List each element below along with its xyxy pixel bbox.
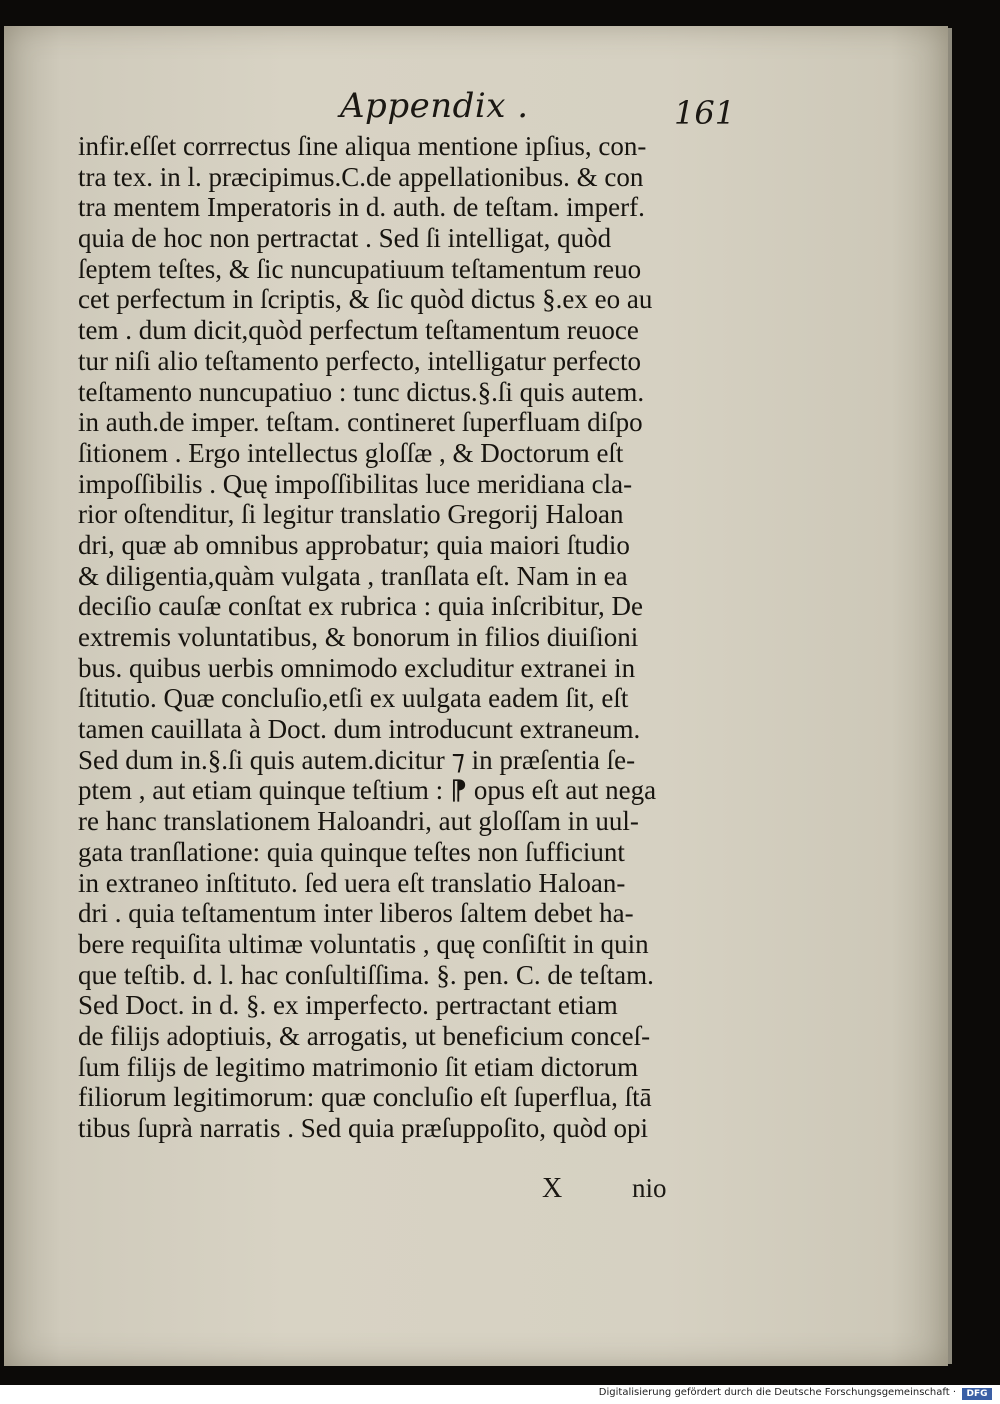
text-line: Sed Doct. in d. §. ex imperfecto. pertractant etiam <box>78 990 618 1021</box>
text-line: gata tranſlatione: quia quinque teſtes non ſufficiunt <box>78 836 625 867</box>
text-line: tra tex. in l. præcipimus.C.de appellationibus. & con <box>78 161 644 192</box>
text-line: teſtamento nuncupatiuo : tunc dictus.§.ſi quis autem. <box>78 376 645 407</box>
text-line: impoſſibilis . Quę impoſſibilitas luce meridiana cla- <box>78 468 633 499</box>
footer-bar <box>0 1385 1000 1404</box>
text-line: rior oſtenditur, ſi legitur translatio Gregorij Haloan <box>78 499 624 530</box>
text-line: filiorum legitimorum: quæ concluſio eſt ſuperflua, ſtā <box>78 1082 652 1113</box>
text-line: extremis voluntatibus, & bonorum in filios diuiſioni <box>78 622 639 652</box>
text-line: dri, quæ ab omnibus approbatur; quia maiori ſtudio <box>78 529 630 560</box>
text-line: in auth.de imper. teſtam. contineret ſuperfluam diſpo <box>78 407 643 438</box>
text-line: Sed dum in.§.ſi quis autem.dicitur ⁊ in præſentia ſe- <box>78 744 636 775</box>
text-line: ſitionem . Ergo intellectus gloſſæ , & Doctorum eſt <box>78 437 624 468</box>
text-line: quia de hoc non pertractat . Sed ſi intelligat, quòd <box>78 223 612 254</box>
text-line: que teſtib. d. l. hac conſultiſſima. §. pen. C. de teſtam. <box>78 959 654 990</box>
page-number: 161 <box>674 94 736 132</box>
text-line: tibus ſuprà narratis . Sed quia præſuppoſito, quòd opi <box>78 1113 648 1143</box>
text-line: re hanc translationem Haloandri, aut gloſſam in uul- <box>78 806 639 837</box>
text-line: bus. quibus uerbis omnimodo excluditur extranei in <box>78 652 636 683</box>
text-line: infir.eſſet corrrectus ſine aliqua mentione ipſius, con- <box>78 131 647 161</box>
text-line: tamen cauillata à Doct. dum introducunt extraneum. <box>78 714 641 745</box>
text-line: & diligentia,quàm vulgata , tranſlata eſt. Nam in ea <box>78 560 628 591</box>
text-line: tra mentem Imperatoris in d. auth. de teſtam. imperf. <box>78 192 645 223</box>
text-line: ſum filijs de legitimo matrimonio ſit etiam dictorum <box>78 1051 639 1082</box>
text-line: in extraneo inſtituto. ſed uera eſt translatio Haloan- <box>78 867 626 898</box>
text-line: de filijs adoptiuis, & arrogatis, ut beneficium conceſ- <box>78 1020 651 1051</box>
catchword: nio <box>632 1173 667 1203</box>
text-line: tem . dum dicit,quòd perfectum teſtamentum reuoce <box>78 315 639 346</box>
text-line: bere requiſita ultimæ voluntatis , quę conſiſtit in quin <box>78 928 649 959</box>
text-line: dri . quia teſtamentum inter liberos ſaltem debet ha- <box>78 898 634 929</box>
funding-credit: Digitalisierung gefördert durch die Deutsche Forschungsgemeinschaft · <box>598 1387 956 1398</box>
text-line: ſtitutio. Quæ concluſio,etſi ex uulgata eadem ſit, eſt <box>78 683 629 714</box>
text-line: tur niſi alio teſtamento perfecto, intelligatur perfecto <box>78 345 642 376</box>
text-line: ptem , aut etiam quinque teſtium : ⁋ opus eſt aut nega <box>78 775 657 806</box>
text-line: cet perfectum in ſcriptis, & ſic quòd dictus §.ex eo au <box>78 284 653 315</box>
page-edge <box>948 28 952 1364</box>
body-text <box>78 131 738 1144</box>
text-line: ſeptem teſtes, & ſic nuncupatiuum teſtamentum reuo <box>78 253 642 284</box>
dfg-logo: DFG <box>962 1388 992 1400</box>
signature-mark: X <box>542 1173 563 1204</box>
running-head: Appendix . <box>340 86 529 126</box>
text-line: deciſio cauſæ conſtat ex rubrica : quia inſcribitur, De <box>78 591 643 622</box>
